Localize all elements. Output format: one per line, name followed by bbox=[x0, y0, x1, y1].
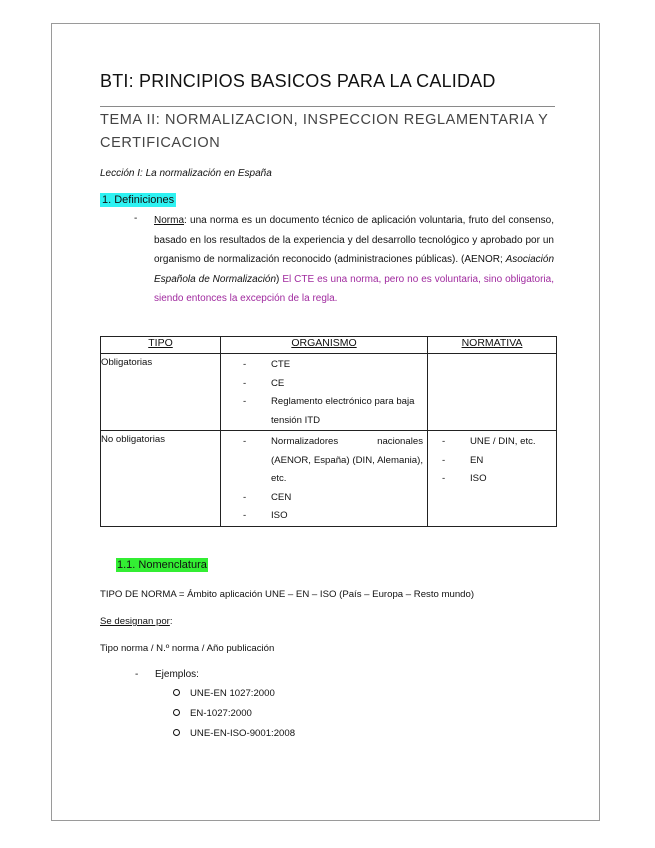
designation-label-text: Se designan por bbox=[100, 616, 170, 627]
organismo-value: Reglamento electrónico para baja tensión ITD bbox=[271, 396, 415, 426]
list-dash: - bbox=[243, 377, 247, 389]
document-subtitle: TEMA II: NORMALIZACION, INSPECCION REGLAMENTARIA Y CERTIFICACION bbox=[100, 112, 549, 151]
organismo-value: Normalizadores nacionales (AENOR, España) (DIN, Alemania), etc. bbox=[271, 436, 423, 484]
section-heading-definiciones: 1. Definiciones bbox=[102, 194, 175, 206]
table-row bbox=[101, 431, 557, 527]
list-item bbox=[243, 393, 423, 430]
table-cell-tipo bbox=[101, 354, 221, 431]
normativa-value: UNE / DIN, etc. bbox=[470, 436, 536, 447]
tipo-value: Obligatorias bbox=[101, 357, 153, 368]
list-dash: - bbox=[442, 473, 446, 484]
lesson-heading: Lección I: La normalización en España bbox=[100, 168, 272, 179]
designation-label-colon: : bbox=[169, 616, 173, 627]
definition-text-2: ) bbox=[276, 273, 283, 285]
table-cell-organismo bbox=[221, 431, 428, 527]
example-value: UNE-EN-ISO-9001:2008 bbox=[190, 728, 296, 739]
column-header: NORMATIVA bbox=[428, 337, 557, 354]
example-value: UNE-EN 1027:2000 bbox=[190, 688, 275, 699]
list-item bbox=[173, 688, 275, 699]
table-header-row bbox=[101, 337, 557, 354]
normativa-value: EN bbox=[470, 454, 484, 466]
designation-label bbox=[100, 616, 173, 627]
table-row bbox=[101, 354, 557, 431]
column-header: TIPO bbox=[101, 337, 221, 354]
table-cell-organismo bbox=[221, 354, 428, 431]
list-dash: - bbox=[243, 491, 247, 503]
definition-highlight: El CTE es una norma, pero no es voluntaria, sino obligatoria, siendo entonces la excepción de la regla. bbox=[154, 273, 554, 304]
circle-bullet-icon bbox=[173, 729, 180, 736]
list-dash: - bbox=[243, 396, 247, 407]
section-heading-nomenclatura: 1.1. Nomenclatura bbox=[117, 559, 207, 571]
list-dash: - bbox=[243, 436, 247, 447]
definition-italic: Asociación Española de Normalización bbox=[154, 254, 554, 285]
tipo-value: No obligatorias bbox=[101, 434, 165, 445]
list-item bbox=[442, 452, 552, 471]
list-item bbox=[442, 470, 552, 489]
column-header: ORGANISMO bbox=[221, 337, 428, 354]
definition-text-1: : una norma es un documento técnico de aplicación voluntaria, fruto del consenso, basado en los resultados de la experiencia y del desarrollo tecnológico y aprobado por un organismo de normalización reconocido (administraciones públicas). (AENOR; bbox=[154, 215, 554, 265]
organismo-value: CE bbox=[271, 377, 285, 389]
examples-label: Ejemplos: bbox=[155, 669, 199, 680]
document-title: BTI: PRINCIPIOS BASICOS PARA LA CALIDAD bbox=[100, 71, 496, 91]
list-item bbox=[173, 728, 295, 739]
definition-term: Norma bbox=[154, 215, 185, 226]
list-item bbox=[173, 708, 252, 719]
circle-bullet-icon bbox=[173, 689, 180, 696]
circle-bullet-icon bbox=[173, 709, 180, 716]
normativa-value: ISO bbox=[470, 473, 487, 484]
list-item bbox=[243, 356, 423, 375]
table-cell-normativa bbox=[428, 354, 557, 431]
nomenclature-line: TIPO DE NORMA = Ámbito aplicación UNE – EN – ISO (País – Europa – Resto mundo) bbox=[100, 589, 475, 600]
list-item bbox=[243, 489, 423, 508]
list-item bbox=[243, 507, 423, 526]
definition-paragraph bbox=[154, 211, 554, 309]
designation-format: Tipo norma / N.º norma / Año publicación bbox=[100, 643, 275, 654]
list-item bbox=[442, 433, 552, 452]
list-dash: - bbox=[442, 454, 446, 466]
list-dash: - bbox=[134, 213, 138, 224]
list-item bbox=[243, 433, 423, 489]
title-divider bbox=[100, 106, 555, 107]
organismo-value: CTE bbox=[271, 359, 291, 370]
example-value: EN-1027:2000 bbox=[190, 708, 252, 719]
list-dash: - bbox=[243, 359, 247, 370]
organism-table bbox=[100, 336, 557, 527]
organismo-value: CEN bbox=[271, 491, 292, 503]
organismo-value: ISO bbox=[271, 510, 288, 521]
table-cell-normativa bbox=[428, 431, 557, 527]
table-cell-tipo bbox=[101, 431, 221, 527]
list-dash: - bbox=[135, 669, 139, 680]
list-dash: - bbox=[442, 436, 446, 447]
list-dash: - bbox=[243, 510, 247, 521]
list-item bbox=[243, 375, 423, 394]
